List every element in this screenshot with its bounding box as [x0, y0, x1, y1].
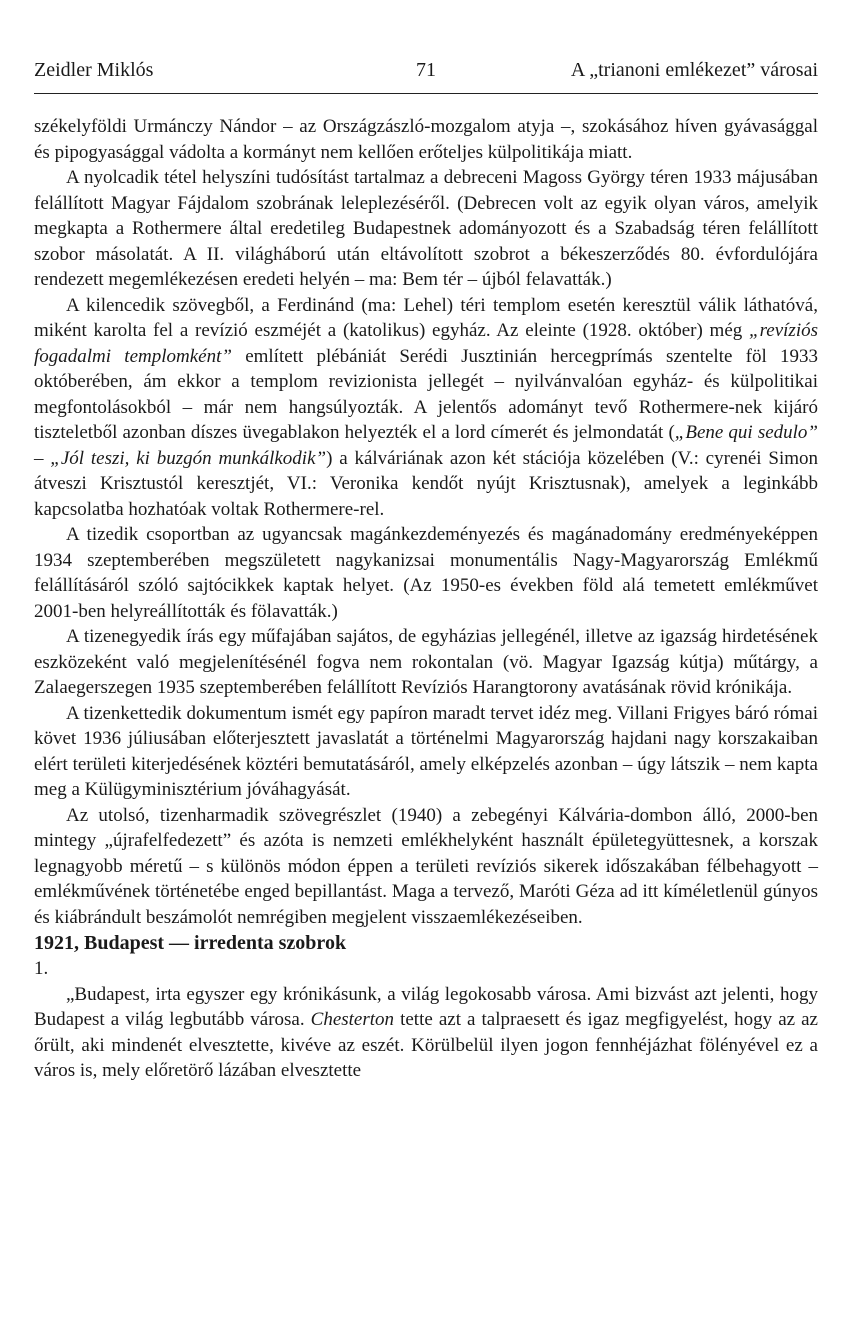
page-number: 71: [416, 59, 436, 81]
header-rule: [34, 93, 818, 94]
paragraph: A nyolcadik tétel helyszíni tudósítást tartalmaz a debreceni Magoss György téren 1933 májusában felállított Magyar Fájdalom szobrának leleplezéséről. (Debrecen volt az egyik olyan város, amelyik megkapta a Rothermere által eredetileg Budapestnek adományozott és a Szabadság téren felállított szobor másolatát. A II. világháború után eltávolított szobrot a békeszerződés 80. évfordulójára rendezett megemlékezésen eredeti helyén – ma: Bem tér – újból felavatták.): [34, 167, 818, 290]
header-title: A „trianoni emlékezet” városai: [570, 59, 818, 81]
italic-motto: „Bene qui sedulo” – „Jól teszi, ki buzgón munkálkodik”: [34, 422, 818, 469]
text-run: tette azt a talpraesett és igaz megfigyelést, hogy az az őrült, aki mindenét elvesztette, kivéve az eszét. Körülbelül ilyen jogon fennhéjázhat fölényével ez a város is, mely előretörő lázában elvesztette: [34, 1009, 818, 1081]
body-text: [34, 114, 818, 1084]
text-run: A kilencedik szövegből, a Ferdinánd (ma: Lehel) téri templom esetén keresztül válik láthatóvá, miként karolta fel a revízió eszméjét a (katolikus) egyház. Az eleinte (1928. október) még: [34, 294, 818, 341]
header-author: Zeidler Miklós: [34, 59, 154, 81]
text-run: említett plébániát Serédi Jusztinián hercegprímás szentelte föl 1933 októberében, ám ekkor a templom revizionista jellegét – nyilvánvalóan egyház- és külpolitikai megfontolásokból – már nem hangsúlyozták. A jelentős adományt tevő Rothermere-nek kijáró tiszteletből azonban díszes üvegablakon helyezték el a lord címerét és jelmondatát (: [34, 345, 818, 443]
paragraph: székelyföldi Urmánczy Nándor – az Országzászló-mozgalom atyja –, szokásához híven gyávasággal és pipogyasággal vádolta a kormányt nem kellően erőteljes külpolitikája miatt.: [34, 116, 818, 163]
paragraph: Az utolsó, tizenharmadik szövegrészlet (1940) a zebegényi Kálvária-dombon álló, 2000-ben mintegy „újrafelfedezett” és azóta is nemzeti emlékhelyként használt épületegyüttesnek, a korszak legnagyobb méretű – s különös módon éppen a területi revíziós sikerek időszakában félbehagyott – emlékművének történetébe enged bepillantást. Maga a tervező, Maróti Géza ad itt kíméletlenül gúnyos és kiábrándult beszámolót nemrégiben megjelent visszaemlékezéseiben.: [34, 804, 818, 928]
text-run: ) a kálváriának azon két stációja közelében (V.: cyrenéi Simon átveszi Krisztustól keresztjét, VI.: Veronika kendőt nyújt Krisztusnak), amelyek a leginkább kapcsolatba hozhatóak voltak Rothermere-rel.: [34, 447, 819, 520]
paragraph: A tizenkettedik dokumentum ismét egy papíron maradt tervet idéz meg. Villani Frigyes báró római követ 1936 júliusában előterjesztett javaslatát a történelmi Magyarország hajdani nagy korszakaiban elért területi kiterjedésének köztéri bemutatásáról, amely elképzelés azonban – úgy látszik – nem kapta meg a Külügyminisztérium jóváhagyását.: [34, 702, 818, 800]
paragraph: A tizenegyedik írás egy műfajában sajátos, de egyházias jellegénél, illetve az igazság hirdetésének eszközeként való megjelenítésénél fogva nem rokontalan (vö. Magyar Igazság kútja) műtárgy, a Zalaegerszegen 1935 szeptemberében felállított Revíziós Harangtorony avatásának rövid krónikája.: [34, 626, 818, 698]
paragraph: [34, 982, 818, 1084]
italic-name: Chesterton: [310, 1009, 395, 1030]
text-run: „Budapest, irta egyszer egy krónikásunk, a világ legokosabb városa. Ami bizvást azt jelenti, hogy Budapest a világ legbutább városa.: [34, 983, 818, 1030]
italic-quote: „revíziós fogadalmi templomként”: [34, 320, 818, 367]
section-title: 1921, Budapest — irredenta szobrok: [34, 932, 347, 954]
item-number: 1.: [34, 958, 49, 979]
paragraph: A tizedik csoportban az ugyancsak magánkezdeményezés és magánadomány eredményeképpen 1934 szeptemberében megszületett nagykanizsai monumentális Nagy-Magyarország Emlékmű felállításáról szóló sajtócikkek kaptak helyet. (Az 1950-es években föld alá temetett emlékművet 2001-ben helyreállították és fölavatták.): [34, 524, 818, 622]
paragraph: [34, 293, 818, 523]
